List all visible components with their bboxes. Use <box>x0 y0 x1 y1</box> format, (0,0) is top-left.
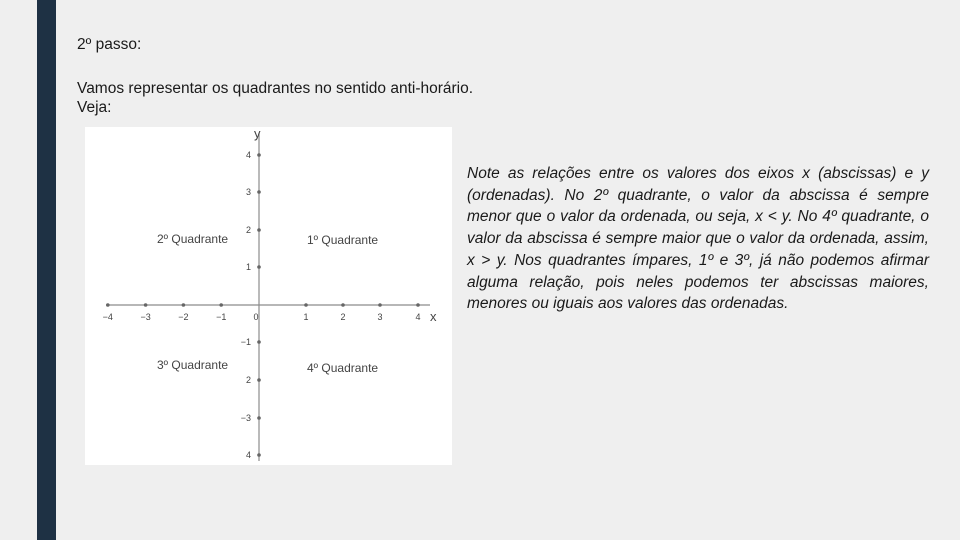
y-axis-label: y <box>254 127 261 141</box>
y-tick-mark <box>257 340 261 344</box>
x-tick-label: 2 <box>340 312 346 322</box>
y-tick-mark <box>257 416 261 420</box>
x-tick-label: −4 <box>102 312 113 322</box>
quadrant-4-label: 4º Quadrante <box>307 361 379 375</box>
x-tick-mark <box>416 303 420 307</box>
x-tick-mark <box>182 303 186 307</box>
intro-text <box>77 79 473 117</box>
y-tick-mark <box>257 378 261 382</box>
y-tick-label: 3 <box>245 187 251 197</box>
x-tick-mark <box>106 303 110 307</box>
x-tick-mark <box>304 303 308 307</box>
x-tick-label: 3 <box>377 312 383 322</box>
x-tick-mark <box>219 303 223 307</box>
x-tick-mark <box>378 303 382 307</box>
x-axis-label: x <box>430 309 437 324</box>
x-tick-mark <box>341 303 345 307</box>
y-tick-label: 4 <box>245 150 251 160</box>
y-tick-mark <box>257 228 261 232</box>
quadrant-2-label: 2º Quadrante <box>157 232 229 246</box>
cartesian-plane-figure <box>85 127 452 465</box>
x-tick-mark <box>144 303 148 307</box>
y-tick-label: 1 <box>245 262 251 272</box>
step-title: 2º passo: <box>77 36 142 53</box>
intro-line-2: Veja: <box>77 99 112 116</box>
y-tick-mark <box>257 453 261 457</box>
y-tick-label: −1 <box>240 337 251 347</box>
y-tick-label: 2 <box>245 375 251 385</box>
y-tick-label: 4 <box>245 450 251 460</box>
quadrant-1-label: 1º Quadrante <box>307 233 379 247</box>
x-tick-label: −3 <box>140 312 151 322</box>
y-tick-mark <box>257 265 261 269</box>
x-tick-label: 1 <box>303 312 309 322</box>
y-tick-label: −3 <box>240 413 251 423</box>
axes-group <box>107 133 430 461</box>
y-tick-mark <box>257 153 261 157</box>
y-tick-mark <box>257 190 261 194</box>
quadrant-3-label: 3º Quadrante <box>157 358 229 372</box>
x-tick-label: 0 <box>253 312 259 322</box>
sidebar-accent-bar <box>37 0 56 540</box>
cartesian-plane-svg <box>85 127 452 465</box>
x-tick-label: 4 <box>415 312 421 322</box>
y-tick-label: 2 <box>245 225 251 235</box>
explanation-note: Note as relações entre os valores dos eixos x (abscissas) e y (ordenadas). No 2º quadrante, o valor da abscissa é sempre menor que o valor da ordenada, ou seja, x < y. No 4º quadrante, o valor da abscissa é sempre maior que o valor da ordenada, assim, x > y. Nos quadrantes ímpares, 1º e 3º, já não podemos afirmar alguma relação, pois neles podemos ter abscissas maiores, menores ou iguais aos valores das ordenadas. <box>467 165 929 313</box>
intro-line-1: Vamos representar os quadrantes no sentido anti-horário. <box>77 80 474 97</box>
x-tick-label: −2 <box>178 312 189 322</box>
x-tick-label: −1 <box>216 312 227 322</box>
